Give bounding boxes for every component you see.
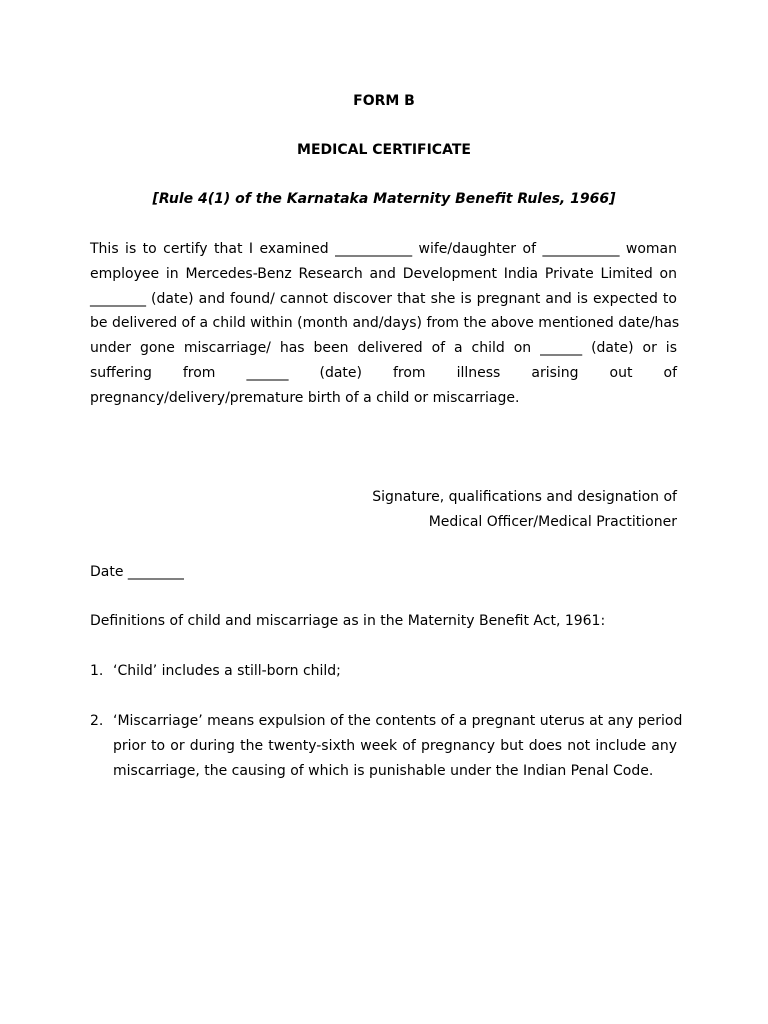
signature-line-1: Signature, qualifications and designation of [372,489,677,505]
certificate-line: ________ (date) and found/ cannot discover that she is pregnant and is expected to [90,290,677,307]
list-number: 2. [90,713,104,729]
certificate-line: This is to certify that I examined ___________ wife/daughter of ___________ woman [90,241,677,257]
certificate-line: under gone miscarriage/ has been delivered of a child on ______ (date) or is [90,340,677,357]
document-title: MEDICAL CERTIFICATE [297,142,471,158]
signature-block [90,485,677,535]
definition-line: ‘Child’ includes a still-born child; [113,663,341,679]
form-label: FORM B [353,93,415,109]
definition-line: prior to or during the twenty-sixth week of pregnancy but does not include any [113,737,677,754]
certificate-paragraph [90,237,680,411]
definition-line: miscarriage, the causing of which is punishable under the Indian Penal Code. [113,762,654,779]
definition-item-child [90,659,677,684]
rule-reference: [Rule 4(1) of the Karnataka Maternity Benefit Rules, 1966] [152,191,616,207]
certificate-line: suffering from ______ (date) from illness arising out of [90,364,677,381]
date-field: Date ________ [90,564,184,580]
signature-line-2: Medical Officer/Medical Practitioner [428,513,677,530]
definition-line: ‘Miscarriage’ means expulsion of the contents of a pregnant uterus at any period [113,713,683,729]
certificate-line: pregnancy/delivery/premature birth of a child or miscarriage. [90,389,520,406]
definitions-heading: Definitions of child and miscarriage as in the Maternity Benefit Act, 1961: [90,613,606,629]
certificate-line: employee in Mercedes-Benz Research and Development India Private Limited on [90,265,677,282]
certificate-line: be delivered of a child within (month and/days) from the above mentioned date/has [90,315,680,332]
list-number: 1. [90,663,104,679]
definition-item-miscarriage [90,709,683,783]
